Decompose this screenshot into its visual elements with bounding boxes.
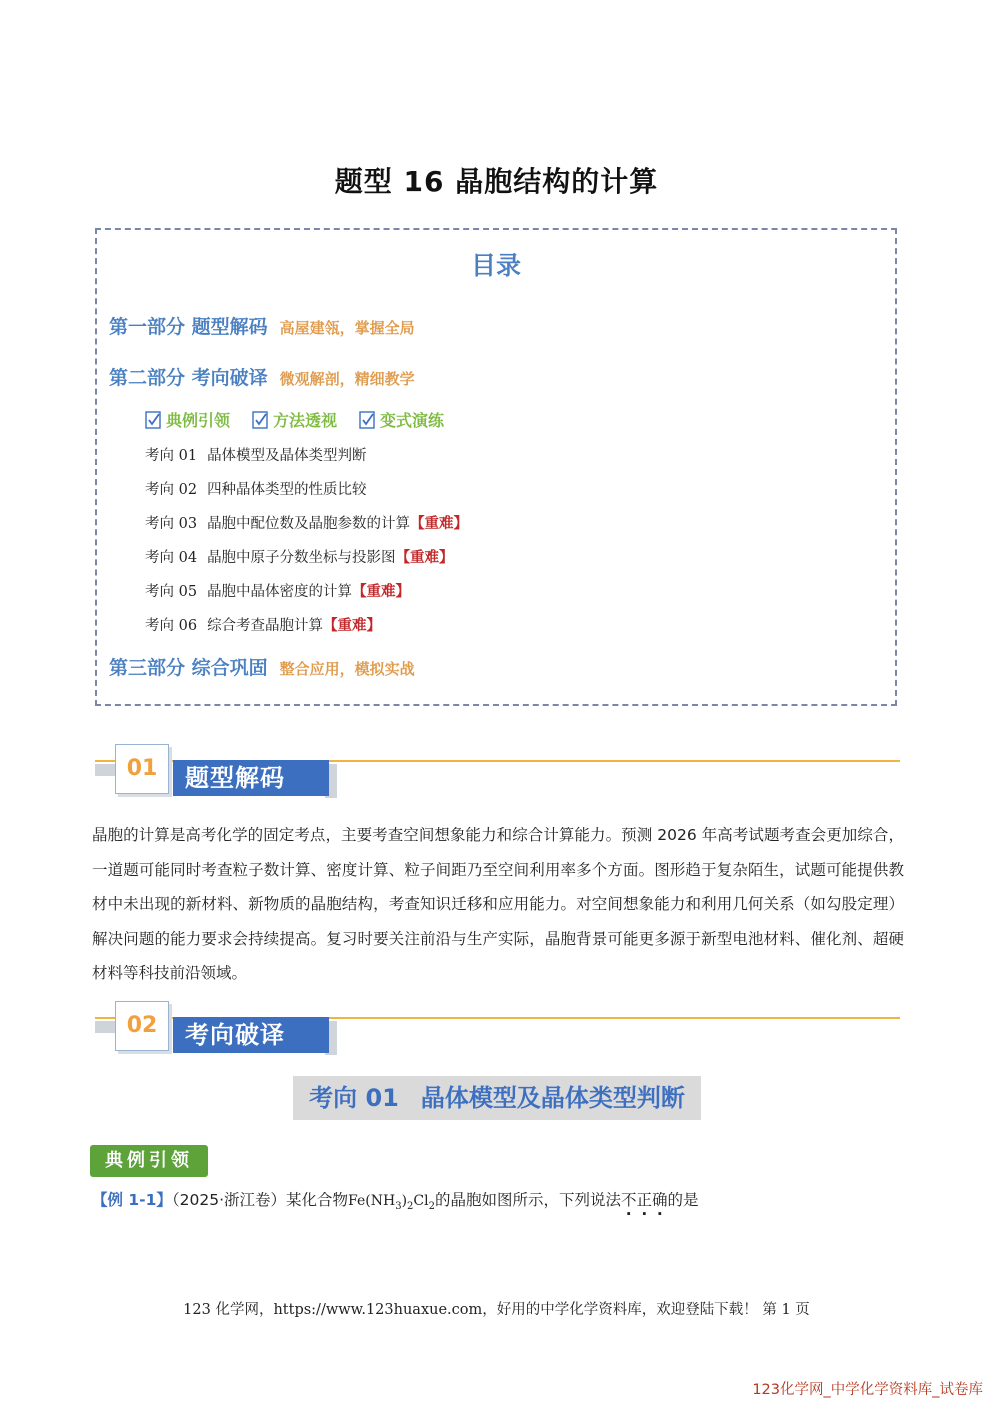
toc-item-text: 晶胞中晶体密度的计算 [207, 584, 353, 600]
example-source: （2025·浙江卷）某化合物 [171, 1191, 349, 1209]
emphasis-char: 不 [621, 1191, 637, 1209]
emphasis-char: 确 [652, 1191, 668, 1209]
toc-part-3[interactable] [109, 653, 415, 680]
toc-item-hard: 【重难】 [352, 583, 411, 600]
section-title: 题型解码 [173, 760, 329, 796]
toc-item-text: 晶胞中原子分数坐标与投影图 [207, 550, 396, 566]
toc-item-text: 晶体模型及晶体类型判断 [207, 448, 367, 464]
toc-tag[interactable] [252, 408, 337, 431]
checklist-icon [359, 411, 377, 429]
toc-item[interactable] [145, 546, 454, 567]
toc-item-num: 考向 02 [145, 482, 198, 498]
toc-item-hard: 【重难】 [410, 515, 469, 532]
toc-tag[interactable] [145, 408, 230, 431]
toc-item-hard: 【重难】 [323, 617, 382, 634]
toc-tag-label: 变式演练 [380, 411, 445, 430]
section-header-1 [95, 744, 900, 804]
toc-tag-label: 方法透视 [273, 411, 338, 430]
checklist-icon [145, 411, 163, 429]
toc-item-num: 考向 06 [145, 618, 198, 634]
toc-part-name: 第二部分 考向破译 [109, 367, 268, 389]
toc-item[interactable] [145, 614, 381, 635]
page-footer: 123 化学网，https://www.123huaxue.com，好用的中学化学资料库，欢迎登陆下载！ 第 1 页 [183, 1302, 810, 1318]
section-header-2 [95, 1001, 900, 1061]
example-tail: 的是 [667, 1191, 699, 1209]
watermark: 123化学网_中学化学资料库_试卷库 [752, 1382, 983, 1398]
example-badge: 典例引领 [90, 1145, 208, 1177]
example-label: 【例 1-1】 [92, 1191, 172, 1209]
toc-tag[interactable] [359, 408, 444, 431]
example-text: 的晶胞如图所示，下列说法 [434, 1191, 621, 1209]
section-number: 01 [115, 744, 169, 794]
toc-part-desc: 高屋建瓴，掌握全局 [279, 319, 415, 337]
checklist-icon [252, 411, 270, 429]
toc-part-name: 第三部分 综合巩固 [109, 657, 268, 679]
page-title: 题型 16 晶胞结构的计算 [334, 165, 659, 198]
toc-part-desc: 整合应用，模拟实战 [279, 660, 415, 678]
toc-item-num: 考向 03 [145, 516, 198, 532]
toc-item-num: 考向 04 [145, 550, 198, 566]
kaoxiang-heading [293, 1076, 701, 1120]
toc-tag-label: 典例引领 [166, 411, 231, 430]
toc-item[interactable] [145, 512, 468, 533]
toc-item-text: 四种晶体类型的性质比较 [207, 482, 367, 498]
toc-item-num: 考向 01 [145, 448, 198, 464]
kaoxiang-num: 考向 01 [309, 1084, 399, 1112]
toc-item[interactable] [145, 580, 410, 601]
example-question [92, 1188, 699, 1212]
toc-item-text: 晶胞中配位数及晶胞参数的计算 [207, 516, 411, 532]
toc-part-desc: 微观解剖，精细教学 [279, 370, 415, 388]
toc-part-2[interactable] [109, 363, 415, 390]
kaoxiang-text: 晶体模型及晶体类型判断 [420, 1084, 685, 1112]
section-number: 02 [115, 1001, 169, 1051]
table-of-contents [95, 228, 897, 706]
toc-item-hard: 【重难】 [395, 549, 454, 566]
emphasis-char: 正 [636, 1191, 653, 1209]
chemical-formula: $Fe(NH_3)_2Cl_2$ [348, 1193, 435, 1212]
toc-item-num: 考向 05 [145, 584, 198, 600]
intro-paragraph: 晶胞的计算是高考化学的固定考点，主要考查空间想象能力和综合计算能力。预测 2026 年高考试题考查会更加综合，一道题可能同时考查粒子数计算、密度计算、粒子间距乃至空间利用率多个方面。图形趋于复杂陌生，试题可能提供教材中未出现的新材料、新物质的晶胞结构，考查知识迁移和应用能力。对空间想象能力和利用几何关系（如勾股定理）解决问题的能力要求会持续提高。复习时要关注前沿与生产实际，晶胞背景可能更多源于新型电池材料、催化剂、超硬材料等科技前沿领域。 [92, 826, 904, 982]
toc-item[interactable] [145, 478, 367, 499]
toc-part-1[interactable] [109, 312, 415, 339]
toc-part-name: 第一部分 题型解码 [109, 316, 268, 338]
toc-item[interactable] [145, 444, 367, 465]
toc-heading: 目录 [470, 251, 521, 280]
toc-tags [145, 408, 444, 431]
toc-item-text: 综合考查晶胞计算 [207, 618, 324, 634]
section-title: 考向破译 [173, 1017, 329, 1053]
